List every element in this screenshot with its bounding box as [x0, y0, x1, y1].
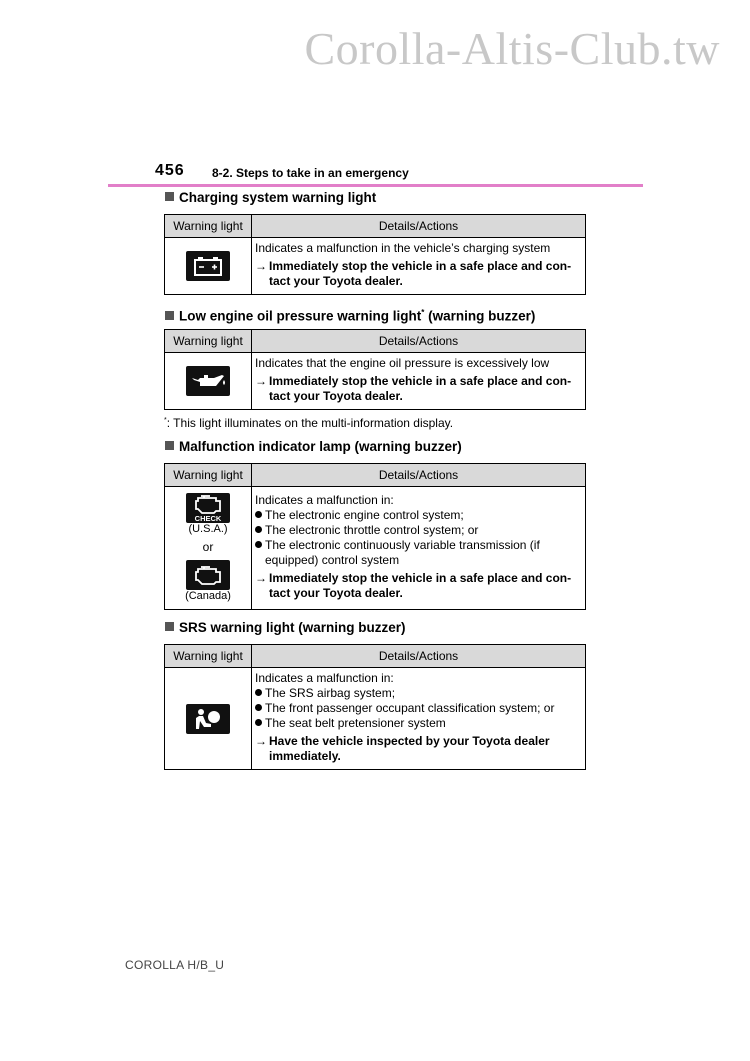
bullet-text: The seat belt pretensioner system: [265, 716, 446, 730]
table-header-row: [165, 464, 586, 487]
section-heading-suffix: (warning buzzer): [424, 308, 536, 324]
bullet-dot-icon: [255, 511, 262, 518]
bullet-item: [255, 716, 583, 731]
check-engine-canada-icon: [186, 560, 230, 590]
page-number: 456: [155, 162, 185, 179]
arrow-icon: →: [255, 734, 267, 748]
page-content: [164, 189, 586, 779]
section-heading-text: SRS warning light (warning buzzer): [179, 620, 406, 635]
detail-line: Indicates a malfunction in:: [255, 671, 394, 685]
section-heading-srs: [164, 619, 586, 637]
bullet-text: The electronic throttle control system; or: [265, 523, 479, 537]
detail-line: Indicates that the engine oil pressure is excessively low: [255, 356, 550, 370]
bullet-dot-icon: [255, 719, 262, 726]
bullet-item: [255, 508, 583, 523]
bullet-text: The front passenger occupant classification system; or: [265, 701, 555, 715]
detail-line: Indicates a malfunction in:: [255, 493, 394, 507]
section-title: 8-2. Steps to take in an emergency: [212, 166, 409, 180]
square-bullet-icon: [165, 311, 174, 320]
action-text: Immediately stop the vehicle in a safe place and con-tact your Toyota dealer.: [269, 374, 572, 403]
section-heading-text: Malfunction indicator lamp (warning buzzer): [179, 439, 462, 454]
icon-caption-canada: (Canada): [185, 590, 231, 602]
bullet-text: The electronic continuously variable transmission (if equipped) control system: [265, 538, 540, 567]
column-header-details: Details/Actions: [252, 645, 586, 668]
check-engine-icon: [186, 493, 230, 523]
bullet-text: The SRS airbag system;: [265, 686, 396, 700]
warning-light-cell: [165, 353, 252, 410]
table-row: [165, 668, 586, 770]
detail-line: Indicates a malfunction in the vehicle’s charging system: [255, 241, 551, 255]
bullet-text: The electronic engine control system;: [265, 508, 464, 522]
table-row: [165, 238, 586, 295]
bullet-dot-icon: [255, 541, 262, 548]
action-text: Immediately stop the vehicle in a safe place and con-tact your Toyota dealer.: [269, 571, 572, 600]
action-line: [255, 374, 583, 404]
footnote-mark: *: [164, 417, 167, 424]
icon-caption-usa: (U.S.A.): [188, 523, 228, 535]
action-line: [255, 571, 583, 601]
section-heading-oil: [164, 304, 586, 322]
column-header-details: Details/Actions: [252, 215, 586, 238]
oil-can-icon: [186, 366, 230, 396]
warning-light-cell: [165, 487, 252, 610]
details-cell: [252, 487, 586, 610]
icon-or: or: [202, 540, 214, 554]
column-header-light: Warning light: [165, 215, 252, 238]
warning-table-mil: [164, 463, 586, 610]
table-header-row: [165, 330, 586, 353]
warning-table-srs: [164, 644, 586, 770]
page-header: [108, 158, 643, 187]
watermark: Corolla-Altis-Club.tw: [304, 23, 720, 74]
bullet-item: [255, 538, 583, 568]
table-header-row: [165, 645, 586, 668]
airbag-icon: [186, 704, 230, 734]
bullet-item: [255, 523, 583, 538]
action-line: [255, 259, 583, 289]
column-header-details: Details/Actions: [252, 464, 586, 487]
action-line: [255, 734, 583, 764]
column-header-light: Warning light: [165, 464, 252, 487]
table-row: [165, 487, 586, 610]
bullet-dot-icon: [255, 704, 262, 711]
footnote: [164, 416, 586, 430]
section-heading-mil: [164, 438, 586, 456]
bullet-dot-icon: [255, 526, 262, 533]
footer-model: COROLLA H/B_U: [125, 958, 225, 972]
bullet-item: [255, 701, 583, 716]
column-header-light: Warning light: [165, 645, 252, 668]
action-text: Immediately stop the vehicle in a safe place and con-tact your Toyota dealer.: [269, 259, 572, 288]
details-cell: [252, 238, 586, 295]
section-heading-charging: [164, 189, 586, 207]
arrow-icon: →: [255, 374, 267, 388]
square-bullet-icon: [165, 192, 174, 201]
footnote-text: : This light illuminates on the multi-information display.: [166, 416, 454, 430]
section-heading-text: Charging system warning light: [179, 190, 377, 205]
column-header-details: Details/Actions: [252, 330, 586, 353]
bullet-dot-icon: [255, 689, 262, 696]
warning-table-oil: [164, 329, 586, 410]
warning-light-cell: [165, 668, 252, 770]
arrow-icon: →: [255, 259, 267, 273]
details-cell: [252, 353, 586, 410]
bullet-item: [255, 686, 583, 701]
action-text: Have the vehicle inspected by your Toyota dealer immediately.: [269, 734, 550, 763]
square-bullet-icon: [165, 622, 174, 631]
section-heading-text: Low engine oil pressure warning light: [179, 308, 422, 324]
table-row: [165, 353, 586, 410]
check-engine-label: CHECK: [194, 514, 222, 523]
square-bullet-icon: [165, 441, 174, 450]
footnote-mark: *: [421, 308, 425, 317]
details-cell: [252, 668, 586, 770]
table-header-row: [165, 215, 586, 238]
battery-icon: [186, 251, 230, 281]
column-header-light: Warning light: [165, 330, 252, 353]
arrow-icon: →: [255, 571, 267, 585]
warning-light-cell: [165, 238, 252, 295]
warning-table-charging: [164, 214, 586, 295]
